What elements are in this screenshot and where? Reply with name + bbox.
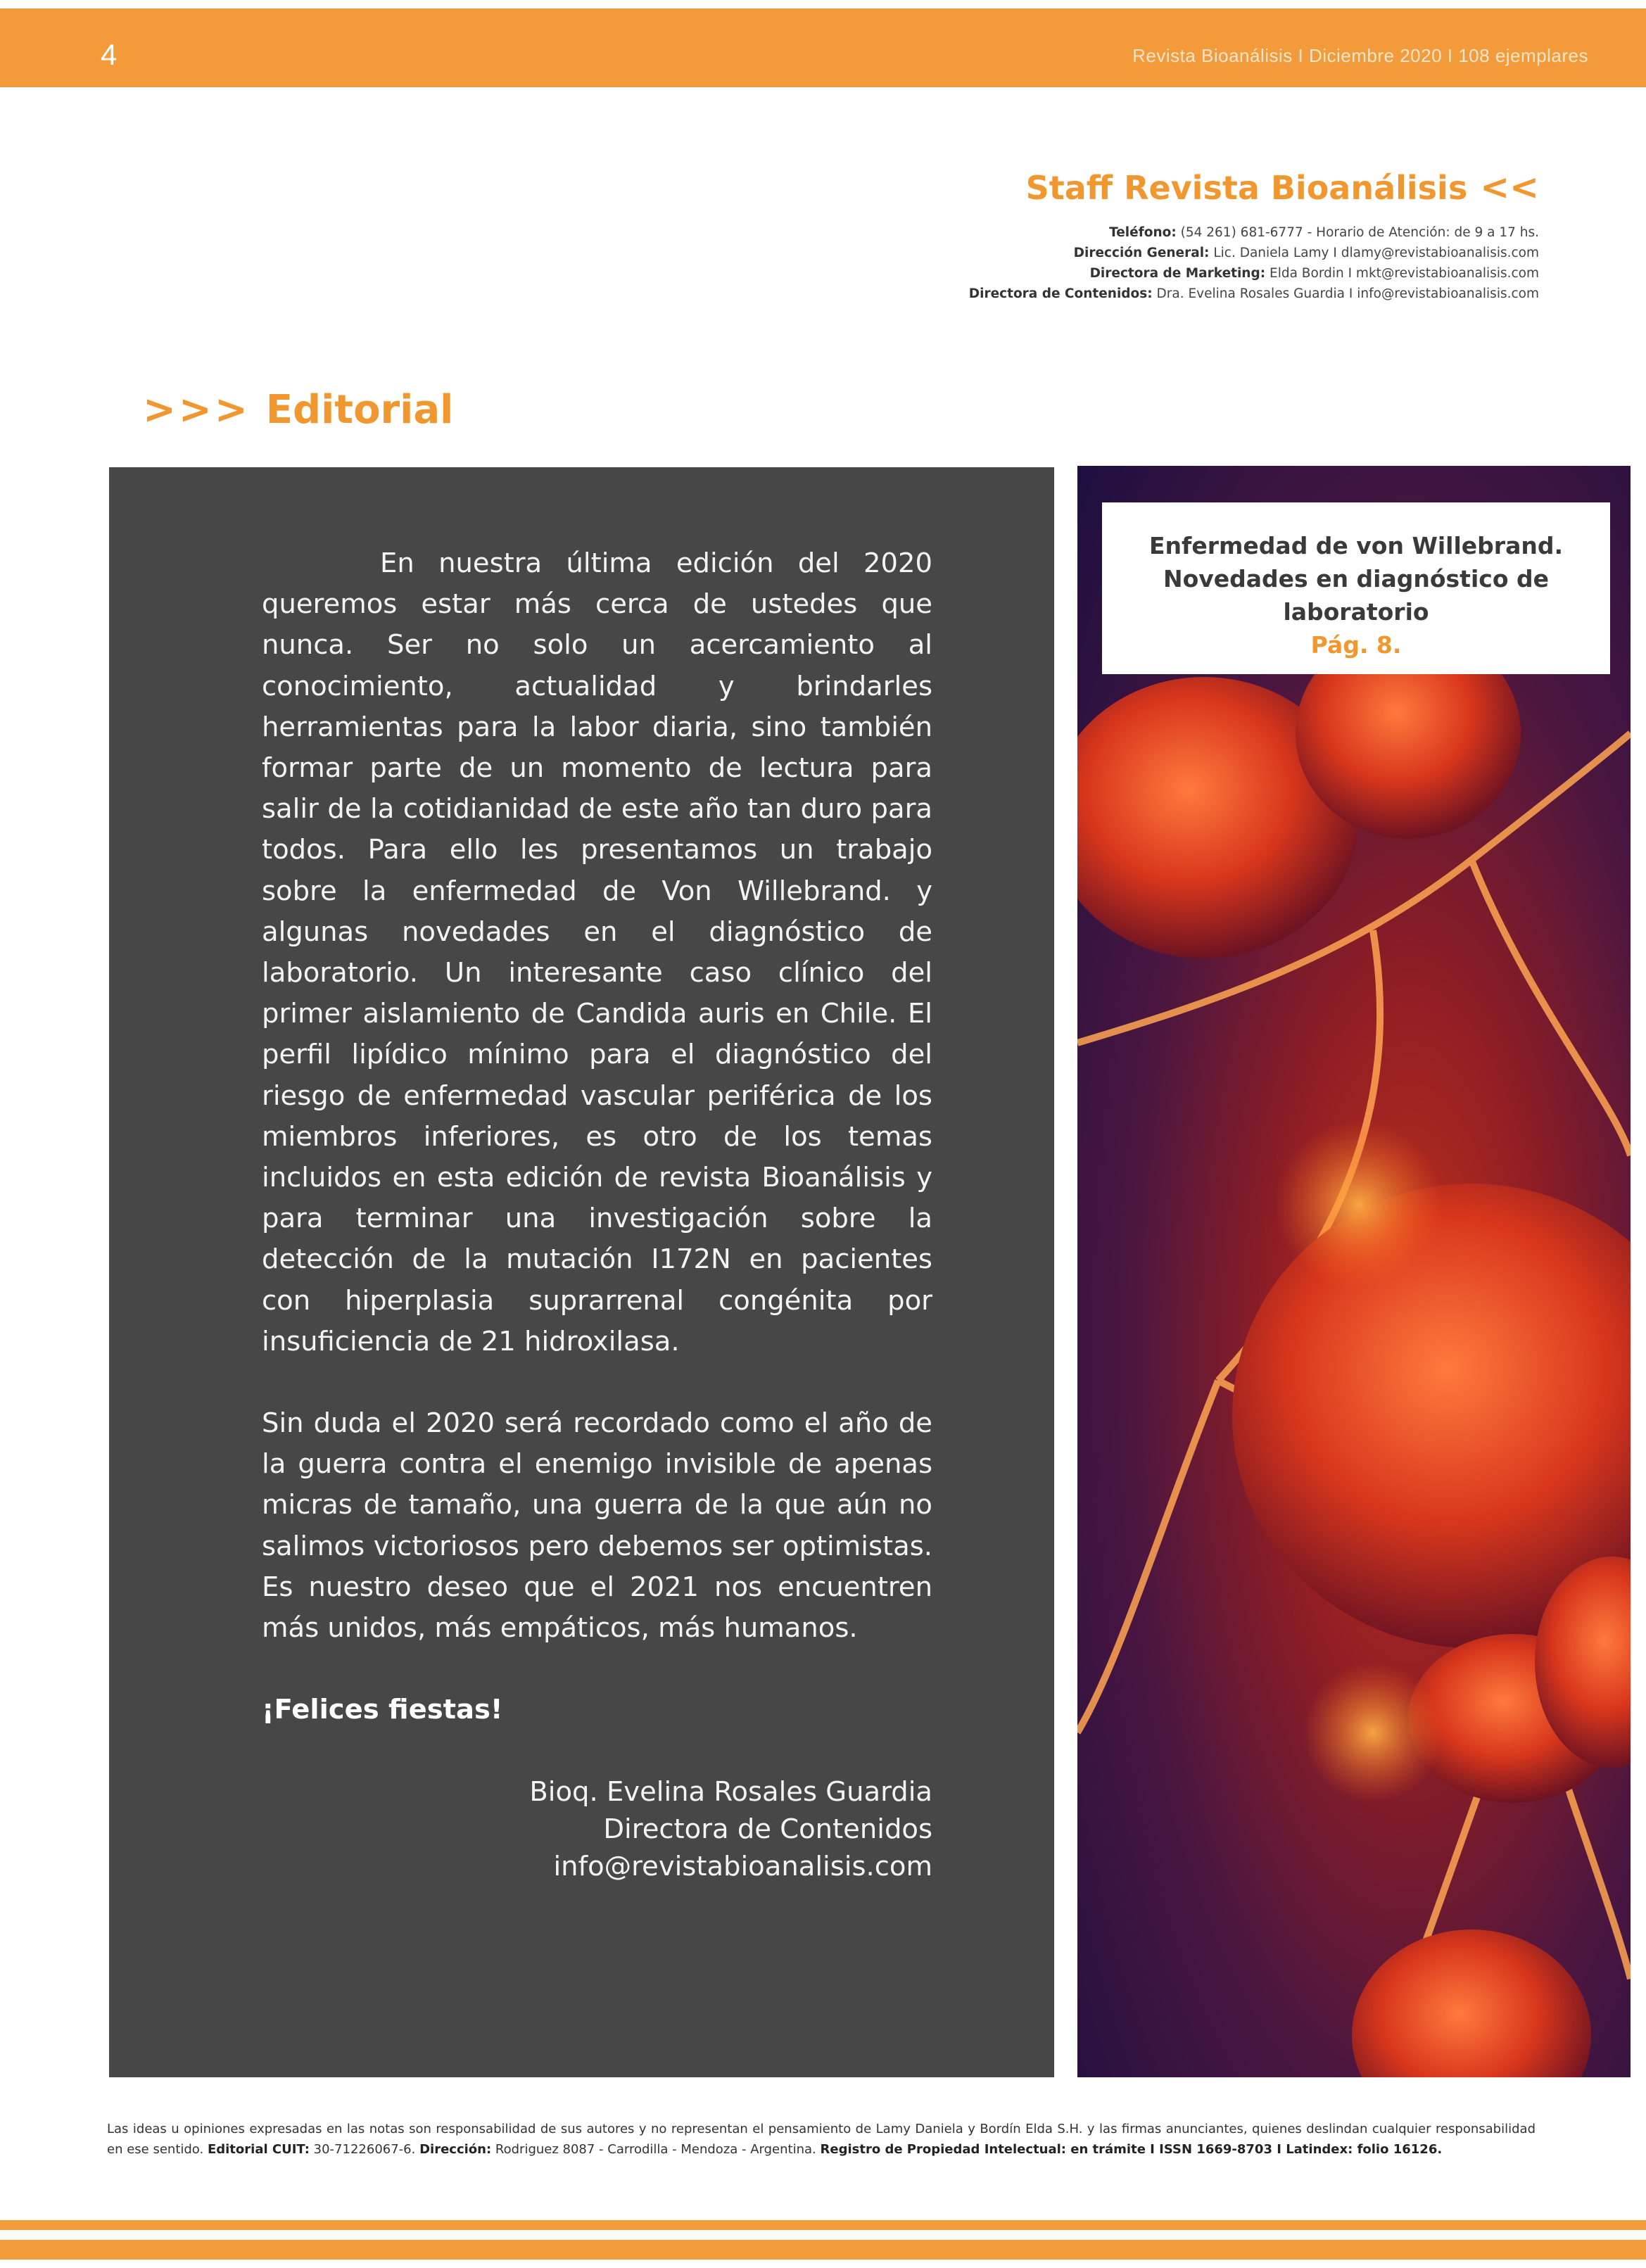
editorial-closing: ¡Felices fiestas! — [262, 1694, 503, 1726]
cuit-label: Editorial CUIT: — [207, 2142, 310, 2157]
cuit-value: 30-71226067-6. — [313, 2142, 416, 2157]
disclaimer-text: Las ideas u opiniones expresadas en las notas son responsabilidad de sus autores y no representan el pensamiento de Lamy Daniela y Bordín Elda S.H. y las firmas anunciantes, quienes deslindan cualquier responsabilidad en ese sentido. — [107, 2122, 1536, 2157]
signature-block — [493, 1773, 932, 1885]
editorial-paragraph-1 — [262, 543, 932, 1362]
staff-label: Dirección General: — [1073, 246, 1210, 260]
editorial-heading — [143, 387, 453, 433]
issue-info: Revista Bioanálisis I Diciembre 2020 I 108 ejemplares — [1132, 45, 1588, 66]
blood-cells-illustration — [1077, 466, 1631, 2077]
staff-value: Elda Bordin I mkt@revistabioanalisis.com — [1270, 266, 1539, 281]
chevrons-left-icon: << — [1480, 167, 1539, 208]
address-value: Rodriguez 8087 - Carrodilla - Mendoza - Argentina. — [495, 2142, 816, 2157]
callout-page-ref: Pág. 8. — [1310, 631, 1402, 659]
header-bar — [0, 8, 1646, 87]
staff-title — [624, 166, 1539, 208]
staff-label: Directora de Marketing: — [1089, 266, 1266, 281]
footer-disclaimer — [107, 2119, 1536, 2160]
editorial-title: Editorial — [265, 387, 454, 433]
staff-title-text: Staff Revista Bioanálisis — [1025, 169, 1468, 207]
staff-general-direction — [624, 243, 1539, 263]
callout-title-line-1: Enfermedad de von Willebrand. — [1148, 532, 1563, 559]
signature-role: Directora de Contenidos — [603, 1813, 932, 1845]
staff-label: Directora de Contenidos: — [968, 286, 1153, 301]
editorial-body — [262, 543, 932, 1771]
staff-content-director — [624, 284, 1539, 304]
blood-cells-image — [1077, 466, 1631, 2077]
callout-title-line-2: Novedades en diagnóstico de laboratorio — [1163, 565, 1549, 626]
staff-block — [624, 166, 1539, 304]
footer-stripe-bottom — [0, 2240, 1646, 2260]
staff-value: Lic. Daniela Lamy I dlamy@revistabioanalisis.com — [1213, 246, 1539, 260]
chevrons-right-icon: >>> — [143, 387, 251, 433]
registry-info: Registro de Propiedad Intelectual: en trámite I ISSN 1669-8703 I Latindex: folio 16126. — [820, 2142, 1443, 2157]
footer-stripe-top — [0, 2220, 1646, 2230]
cover-callout — [1102, 502, 1610, 674]
editorial-paragraph-2: Sin duda el 2020 será recordado como el año de la guerra contra el enemigo invisible de apenas micras de tamaño, una guerra de la que aún no salimos victoriosos pero debemos ser optimistas. Es nuestro deseo que el 2021 nos encuentren más unidos, más empáticos, más humanos. — [262, 1407, 932, 1645]
staff-marketing — [624, 263, 1539, 284]
address-label: Dirección: — [419, 2142, 492, 2157]
signature-name: Bioq. Evelina Rosales Guardia — [529, 1776, 932, 1808]
staff-phone — [624, 222, 1539, 243]
signature-email: info@revistabioanalisis.com — [553, 1851, 932, 1882]
staff-value: (54 261) 681-6777 - Horario de Atención: de 9 a 17 hs. — [1180, 225, 1539, 240]
staff-value: Dra. Evelina Rosales Guardia I info@revistabioanalisis.com — [1156, 286, 1539, 301]
page-number: 4 — [101, 38, 118, 71]
staff-label: Teléfono: — [1109, 225, 1177, 240]
paragraph-1-text: En nuestra última edición del 2020 queremos estar más cerca de ustedes que nunca. Ser no solo un acercamiento al conocimiento, actualidad y brindarles herramientas para la labor diaria, sino también formar parte de un momento de lectura para salir de la cotidianidad de este año tan duro para todos. Para ello les presentamos un trabajo sobre la enfermedad de Von Willebrand. y algunas novedades en el diagnóstico de laboratorio. Un interesante caso clínico del primer aislamiento de Candida auris en Chile. El perfil lipídico mínimo para el diagnóstico del riesgo de enfermedad vascular periférica de los miembros inferiores, es otro de los temas incluidos en esta edición de revista Bioanálisis y para terminar una investigación sobre la detección de la mutación I172N en pacientes con hiperplasia suprarrenal congénita por insuficiencia de 21 hidroxilasa. — [262, 547, 932, 1357]
